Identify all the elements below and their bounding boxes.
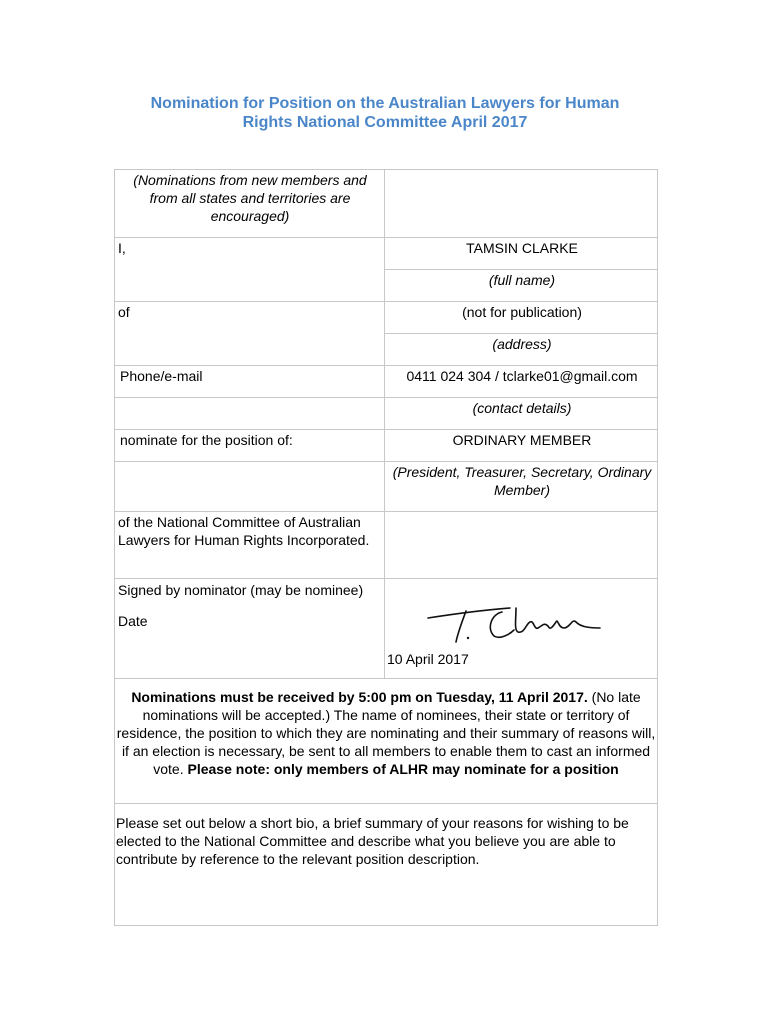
deadline-notice [114, 688, 658, 778]
phone-label: Phone/e-mail [120, 368, 203, 384]
full-name-value[interactable]: TAMSIN CLARKE [466, 240, 578, 256]
of-label: of [118, 304, 130, 320]
address-value[interactable]: (not for publication) [462, 304, 582, 320]
column-divider [384, 169, 385, 678]
address-hint: (address) [492, 336, 552, 352]
intro-note: (Nominations from new members and from all states and territories are encouraged) [133, 172, 367, 224]
signed-label: Signed by nominator (may be nominee) [118, 582, 364, 598]
notice-deadline: Nominations must be received by 5:00 pm on Tuesday, 11 April 2017. [131, 689, 588, 705]
committee-text: of the National Committee of Australian Lawyers for Human Rights Incorporated. [118, 514, 370, 548]
full-name-hint: (full name) [488, 272, 556, 288]
signature [424, 598, 624, 646]
notice-members-only: Please note: only members of ALHR may nominate for a position [187, 761, 619, 777]
position-hint: (President, Treasurer, Secretary, Ordinary Member) [392, 464, 652, 498]
title-line-2: Rights National Committee April 2017 [242, 114, 528, 131]
row-divider [114, 397, 658, 398]
contact-hint: (contact details) [472, 400, 572, 416]
row-divider [114, 429, 658, 430]
position-value[interactable]: ORDINARY MEMBER [452, 432, 592, 448]
row-divider [114, 301, 658, 302]
row-divider [114, 461, 658, 462]
row-divider [384, 333, 658, 334]
title-line-1: Nomination for Position on the Australian Lawyers for Human [150, 95, 620, 112]
date-label: Date [118, 613, 148, 629]
position-label: nominate for the position of: [120, 432, 293, 448]
notice-body: (No late nominations will be accepted.) The name of nominees, their state or territory of residence, the position to which they are nominating and their summary of reasons will, if an election is necessary, be sent to all members to enable them to cast an informed vote. [116, 689, 656, 777]
document-title [0, 94, 770, 132]
row-divider [114, 678, 658, 679]
row-divider [114, 511, 658, 512]
row-divider [114, 803, 658, 804]
row-divider [114, 237, 658, 238]
phone-email-value[interactable]: 0411 024 304 / tclarke01@gmail.com [406, 368, 638, 384]
date-value[interactable]: 10 April 2017 [387, 651, 469, 667]
row-divider [114, 365, 658, 366]
bio-instructions: Please set out below a short bio, a brief summary of your reasons for wishing to be elected to the National Committee and describe what you believe you are able to contribute by reference to the relevant position description. [116, 815, 629, 867]
i-label: I, [118, 240, 126, 256]
row-divider [384, 269, 658, 270]
row-divider [114, 578, 658, 579]
